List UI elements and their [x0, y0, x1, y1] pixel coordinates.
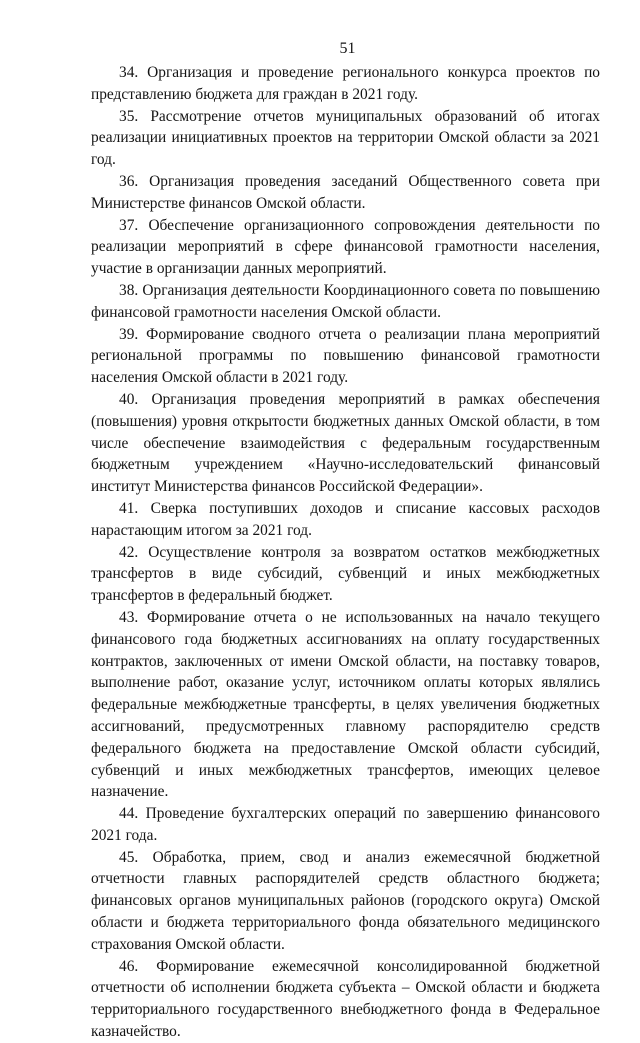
list-item-44: 44. Проведение бухгалтерских операций по завершению финансового 2021 года. [91, 805, 600, 844]
list-item-41: 41. Сверка поступивших доходов и списание кассовых расходов нарастающим итогом за 2021 год. [91, 499, 600, 539]
list-item-46: 46. Формирование ежемесячной консолидированной бюджетной отчетности об исполнении бюджета субъекта – Омской области и бюджета территориального государственного внебюджетного фонда в Федеральное казначейство. [91, 957, 600, 1041]
list-item-34: 34. Организация и проведение регионального конкурса проектов по представлению бюджета для граждан в 2021 году. [91, 64, 600, 103]
list-item-36: 36. Организация проведения заседаний Общественного совета при Министерстве финансов Омской области. [91, 172, 600, 212]
list-item-35: 35. Рассмотрение отчетов муниципальных образований об итогах реализации инициативных проектов на территории Омской области за 2021 год. [91, 107, 600, 169]
list-item-42: 42. Осуществление контроля за возвратом остатков межбюджетных трансфертов в виде субсидий, субвенций и иных межбюджетных трансфертов в федеральный бюджет. [91, 543, 600, 605]
list-item-45: 45. Обработка, прием, свод и анализ ежемесячной бюджетной отчетности главных распорядителей средств областного бюджета; финансовых органов муниципальных районов (городского округа) Омской области и бюджета территориального фонда обязательного медицинского страхования Омской области. [91, 848, 600, 953]
list-item-38: 38. Организация деятельности Координационного совета по повышению финансовой грамотности населения Омской области. [91, 281, 600, 321]
list-item-40: 40. Организация проведения мероприятий в рамках обеспечения (повышения) уровня открытости бюджетных данных Омской области, в том числе обеспечение взаимодействия с федеральным государственным бюджетным учреждением «Научно-исследовательский финансовый институт Министерства финансов Российской Федерации». [91, 390, 600, 496]
list-item-39: 39. Формирование сводного отчета о реализации плана мероприятий региональной программы по повышению финансовой грамотности населения Омской области в 2021 году. [91, 325, 600, 387]
list-item-37: 37. Обеспечение организационного сопровождения деятельности по реализации мероприятий в сфере финансовой грамотности населения, участие в организации данных мероприятий. [91, 216, 600, 278]
page-number: 51 [339, 40, 356, 57]
list-item-43: 43. Формирование отчета о не использованных на начало текущего финансового года бюджетных ассигнованиях на оплату государственных контрактов, заключенных от имени Омской области, на поставку товаров, выполнение работ, оказание услуг, источником оплаты которых являлись федеральные межбюджетные трансферты, в целях увеличения бюджетных ассигнований, предусмотренных главному распорядителю средств федерального бюджета на предоставление Омской области субсидий, субвенций и иных межбюджетных трансфертов, имеющих целевое назначение. [91, 608, 600, 801]
